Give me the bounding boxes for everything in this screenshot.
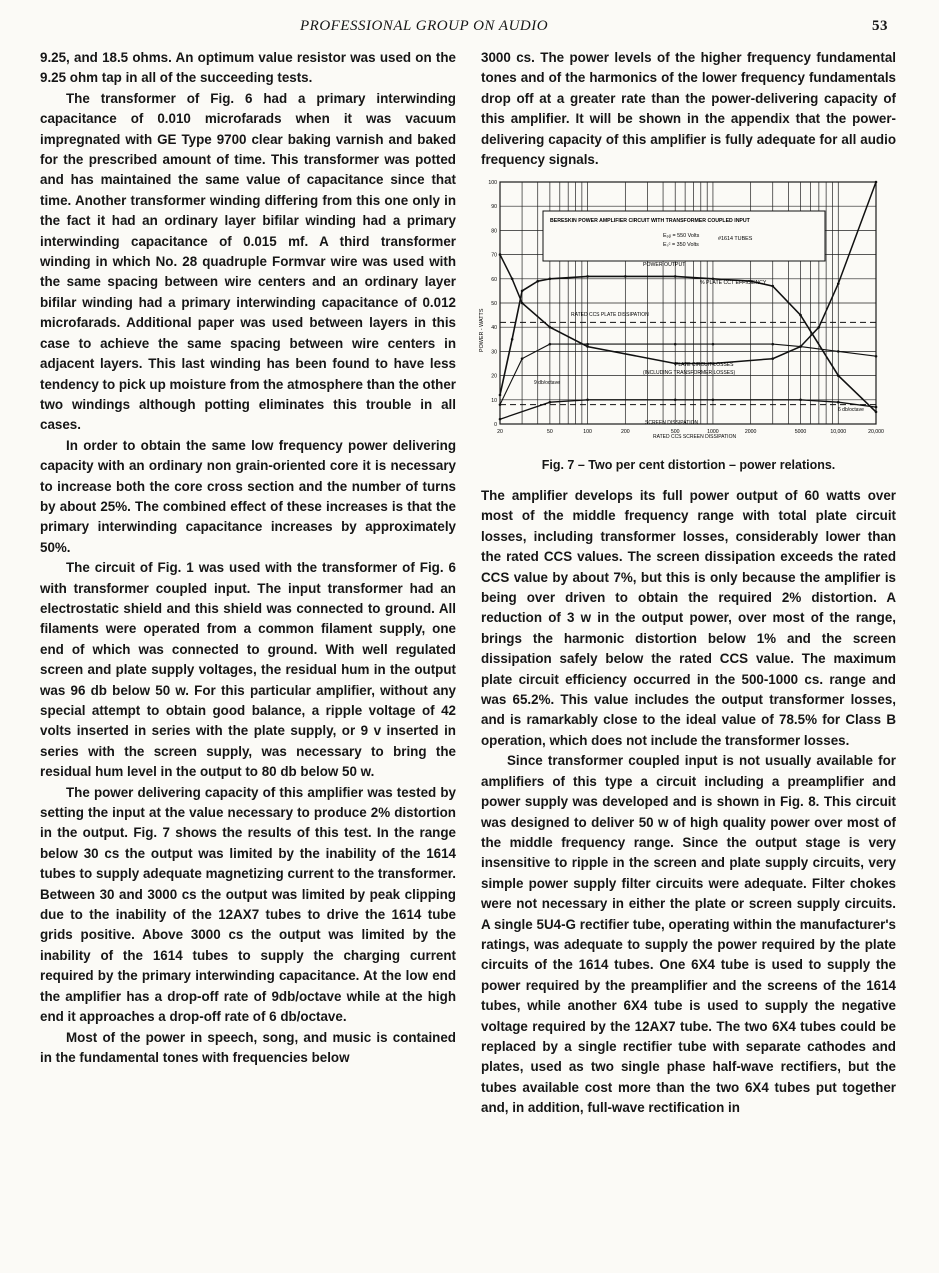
x-tick-label: 100 xyxy=(583,429,592,435)
running-head xyxy=(0,18,939,40)
chart-data-point xyxy=(511,338,514,341)
chart-data-point xyxy=(837,350,840,353)
x-tick-label: 200 xyxy=(621,429,630,435)
chart-data-point xyxy=(837,401,840,404)
chart-label-9db: 9 db/octave xyxy=(534,380,560,386)
chart-data-point xyxy=(771,357,774,360)
chart-series-line xyxy=(500,182,876,364)
y-tick-label: 40 xyxy=(491,325,497,332)
right-column-top xyxy=(481,48,896,170)
chart-data-point xyxy=(499,253,502,256)
paragraph: The circuit of Fig. 1 was used with the transformer of Fig. 6 with transformer coupled input. The input transformer had an electrostatic shield and this shield was connected to ground. All filaments were operated from a common filament supply, one end of which was connected to ground. With well regulated screen and plate supply voltages, the residual hum in the output was 96 db below 50 w. For this particular amplifier, without any special attempt to obtain good balance, a ripple voltage of 42 volts inserted in series with the plate supply, or 9 v inserted in series with the screen supply, was necessary to bring the residual hum level in the output to 80 db below 50 w. xyxy=(40,560,456,780)
chart-data-point xyxy=(549,326,552,329)
chart-data-point xyxy=(586,343,589,346)
chart-data-point xyxy=(521,357,524,360)
chart-label-plate-losses-note: (INCLUDING TRANSFORMER LOSSES) xyxy=(643,370,736,376)
chart-data-point xyxy=(549,343,552,346)
chart-data-point xyxy=(712,343,715,346)
paragraph: The power delivering capacity of this amplifier was tested by setting the input at the value necessary to produce 2% distortion in the output. Fig. 7 shows the results of this test. In the range below 30 cs the output was limited by the inability of the 1614 tubes to supply adequate magnetizing current to the transformer. Between 30 and 3000 cs the output was limited by peak clipping due to the inability of the 12AX7 tubes to drive the 1614 tube grids positive. Above 3000 cs the output was limited by the inability of the 1614 tubes to supply the charging current required by the primary interwinding capacitance. At the low end the amplifier has a drop-off rate of 9db/octave while at the high end it approaches a drop-off rate of 6 db/octave. xyxy=(40,784,456,1025)
paragraph: In order to obtain the same low frequency power delivering capacity with an ordinary non grain-oriented core it is necessary to increase both the core cross section and the number of turns by about 25%. The combined effect of these increases is that the primary interwinding capacitance increases by approximately 50%. xyxy=(40,437,456,555)
left-column xyxy=(40,48,456,1068)
x-tick-label: 500 xyxy=(670,429,680,435)
chart-data-point xyxy=(712,399,715,402)
x-tick-label: 5000 xyxy=(794,429,807,435)
x-tick-label: 2000 xyxy=(744,429,757,435)
chart-data-point xyxy=(674,275,677,278)
y-tick-label: 100 xyxy=(488,180,497,186)
y-tick-label: 30 xyxy=(491,349,497,356)
chart-data-point xyxy=(799,345,802,348)
y-tick-label: 10 xyxy=(491,397,497,404)
paragraph: Most of the power in speech, song, and music is contained in the fundamental tones with frequencies below xyxy=(40,1029,456,1065)
chart-data-point xyxy=(875,406,878,409)
chart-data-point xyxy=(586,399,589,402)
figure-7 xyxy=(478,176,898,458)
y-tick-label: 60 xyxy=(491,276,497,283)
chart-data-point xyxy=(549,401,552,404)
chart-data-point xyxy=(549,278,552,281)
chart-data-point xyxy=(799,314,802,317)
y-tick-label: 50 xyxy=(491,301,497,307)
chart-svg xyxy=(478,176,898,458)
chart-data-point xyxy=(521,290,524,293)
chart-data-point xyxy=(511,278,514,281)
chart-box-voltage-screen: Eₛᶜ = 350 Volts xyxy=(663,242,699,248)
chart-data-point xyxy=(536,280,539,283)
chart-data-point xyxy=(875,181,878,184)
y-tick-label: 0 xyxy=(494,422,497,428)
chart-y-axis-label: POWER - WATTS xyxy=(479,308,485,352)
paragraph: The amplifier develops its full power output of 60 watts over most of the middle frequency range with total plate circuit losses, including transformer losses, considerably lower than the rated CCS values. The screen dissipation exceeds the rated CCS value by about 7%, but this is only because the amplifier is being over driven to obtain the required 2% distortion. A reduction of 3 w in the output power, over most of the range, brings the harmonic distortion below 1% and the screen dissipation safely below the rated CCS value. The maximum plate circuit efficiency occurred in the 500-1000 cs. range and was 65.2%. This value includes the output transformer losses, and is ramarkably close to the ideal value of 78.5% for Class B operation, which does not include the transformer losses. xyxy=(481,488,896,748)
journal-title: PROFESSIONAL GROUP ON AUDIO xyxy=(300,18,549,34)
paragraph: Since transformer coupled input is not usually available for amplifiers of this type a circuit including a preamplifier and power supply was developed and is shown in Fig. 8. This circuit was designed to deliver 50 w of high quality power over most of the middle frequency range. Since the output stage is very insensitive to ripple in the screen and plate supply circuits, very simple power supply filter circuits were adequate. Filter chokes were not necessary in either the plate or screen supply circuits. A single 5U4-G rectifier tube, operating within the manufacturer's ratings, was adequate to supply the power required by the plate circuits of the 1614 tubes. One 6X4 tube is used to supply the power required by the preamplifier and the screens of the 1614 tubes, while another 6X4 tube is used to supply the negative voltage required by the 12AX7 tube. The two 6X4 tubes could be replaced by a single rectifier tube with separate cathodes and plates, used as two single phase half-wave rectifiers, but the tubes available cost more than the two 6X4 tubes put together and, in addition, full-wave rectification in xyxy=(481,753,896,1116)
chart-label-screen-dissipation: SCREEN DISSIPATION xyxy=(645,420,699,426)
chart-label-plate-losses: PLATE CIRCUIT LOSSES xyxy=(675,362,734,368)
chart-label-rated-screen: RATED CCS SCREEN DISSIPATION xyxy=(653,434,737,440)
x-tick-label: 20 xyxy=(497,429,503,435)
chart-data-point xyxy=(586,275,589,278)
chart-data-point xyxy=(521,302,524,305)
x-tick-label: 10,000 xyxy=(830,429,847,435)
chart-data-point xyxy=(771,285,774,288)
chart-data-point xyxy=(771,343,774,346)
paragraph: The transformer of Fig. 6 had a primary interwinding capacitance of 0.010 microfarads when it was vacuum impregnated with GE Type 9700 clear baking varnish and baked for the prescribed amount of time. This transformer was potted and has maintained the same value of capacitance since that time. Another transformer winding differing from this one only in the fact it had an ordinary layer bifilar winding had a primary interwinding capacitance of 0.015 mf. A third transformer winding in which No. 28 quadruple Formvar wire was used with the same spacing between wire centers and an ordinary layer bifilar winding had a primary interwinding capacitance of 0.012 microfarads. Additional paper was used between layers in this case to achieve the same spacing between wire centers in adjacent layers. This last winding has been found to have less tendency to pick up moisture from the atmosphere than the other two windings although potting eliminates this trouble in all cases. xyxy=(40,90,456,433)
chart-data-point xyxy=(674,343,677,346)
chart-data-point xyxy=(875,355,878,358)
chart-label-6db: 6 db/octave xyxy=(838,407,864,413)
x-tick-label: 50 xyxy=(546,429,553,435)
right-column-bottom xyxy=(481,486,896,1119)
chart-data-point xyxy=(624,275,627,278)
y-tick-label: 80 xyxy=(491,228,497,235)
chart-label-power-output: POWER OUTPUT xyxy=(643,262,686,268)
y-tick-label: 70 xyxy=(491,252,497,259)
chart-data-point xyxy=(837,282,840,285)
chart-series-line xyxy=(500,400,876,419)
chart-data-point xyxy=(875,411,878,414)
paragraph: 3000 cs. The power levels of the higher frequency fundamental tones and of the harmonics of the lower frequency fundamentals drop off at a greater rate than the power-delivering capacity of this amplifier. It will be shown in the appendix that the power-delivering capacity of this amplifier is fully adequate for all audio frequency signals. xyxy=(481,50,896,168)
chart-box-voltage-plate: Eₚᵦ = 550 Volts xyxy=(663,233,700,239)
chart-data-point xyxy=(499,418,502,421)
figure-caption: Fig. 7 – Two per cent distortion – power relations. xyxy=(541,458,836,472)
chart-data-point xyxy=(586,345,589,348)
chart-data-point xyxy=(499,394,502,397)
chart-data-point xyxy=(837,374,840,377)
y-tick-label: 20 xyxy=(491,373,497,380)
chart-data-point xyxy=(674,399,677,402)
paragraph: 9.25, and 18.5 ohms. An optimum value resistor was used on the 9.25 ohm tap in all of the succeeding tests. xyxy=(40,50,456,86)
x-tick-label: 1000 xyxy=(707,429,719,435)
chart-label-efficiency: % PLATE CCT EFFICIENCY xyxy=(700,280,767,286)
chart-box-title: BERESKIN POWER AMPLIFIER CIRCUIT WITH TRANSFORMER COUPLED INPUT xyxy=(550,218,750,224)
chart-data-point xyxy=(818,326,821,329)
chart-data-point xyxy=(799,399,802,402)
x-tick-label: 20,000 xyxy=(868,429,884,435)
chart-label-rated-plate: RATED CCS PLATE DISSIPATION xyxy=(571,312,649,318)
chart-box-tubes: #1614 TUBES xyxy=(718,236,753,242)
y-tick-label: 90 xyxy=(491,204,497,211)
page-number: 53 xyxy=(872,18,888,34)
